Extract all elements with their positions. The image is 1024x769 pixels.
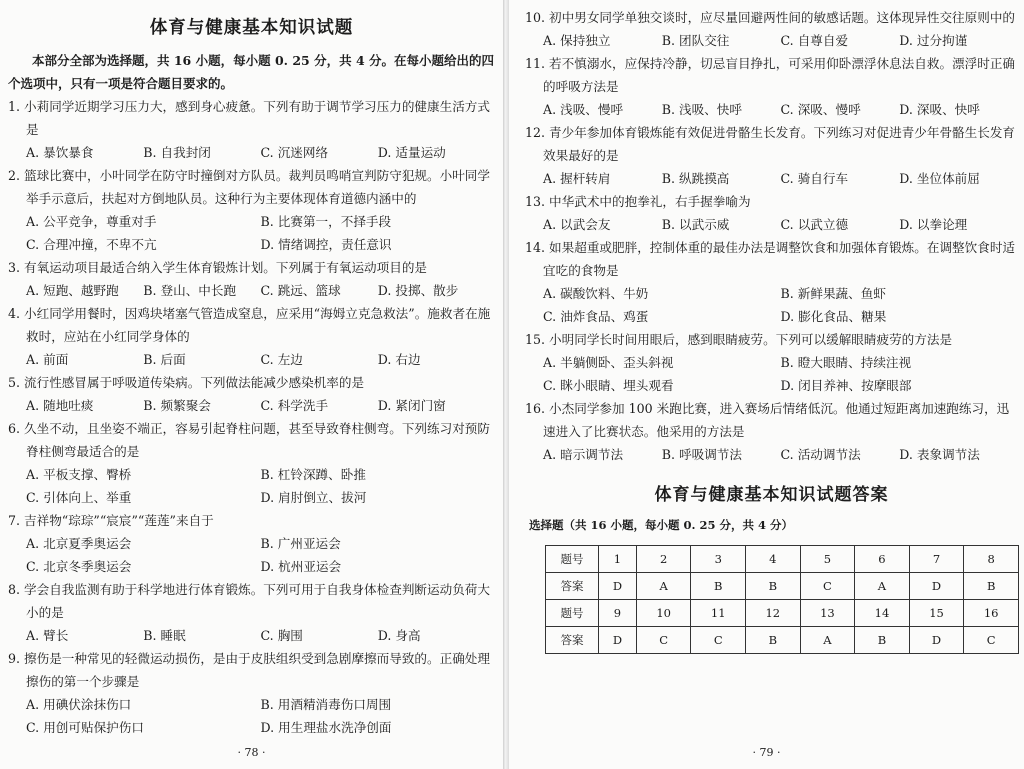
table-cell: 6 [855,546,910,573]
options-row [8,348,495,371]
options-row [8,394,495,417]
options-row [8,463,495,486]
option-c: C. 油炸食品、鸡蛋 [543,309,649,324]
options-row [8,141,495,164]
options-row [525,98,1018,121]
table-cell: D [909,573,964,600]
options-row [525,29,1018,52]
question-stem: 14. 如果超重或肥胖，控制体重的最佳办法是调整饮食和加强体育锻炼。在调整饮食时适宜吃的食物是 [525,240,1016,278]
left-page [0,0,503,769]
options-row [8,716,495,739]
row-header: 题号 [546,600,599,627]
question-stem: 15. 小明同学长时间用眼后，感到眼睛疲劳。下列可以缓解眼睛疲劳的方法是 [525,332,953,347]
page-number: · 79 · [752,746,781,759]
option-a: A. 北京夏季奥运会 [26,536,132,551]
option-d: D. 适量运动 [377,145,446,160]
option-b: B. 以武示威 [661,217,730,232]
option-d: D. 用生理盐水洗净创面 [260,720,392,735]
section-intro: 本部分全部为选择题，共 16 小题，每小题 0. 25 分，共 4 分。在每小题给出的四个选项中，只有一项是符合题目要求的。 [8,53,495,91]
question-stem: 8. 学会自我监测有助于科学地进行体育锻炼。下列可用于自我身体检查判断运动负荷大小的是 [8,582,490,620]
question-stem: 16. 小杰同学参加 100 米跑比赛，进入赛场后情绪低沉。他通过短距离加速跑练习，迅速进入了比赛状态。他采用的方法是 [525,401,1010,439]
option-d: D. 杭州亚运会 [260,559,342,574]
options-row [8,532,495,555]
question-stem: 5. 流行性感冒属于呼吸道传染病。下列做法能减少感染机率的是 [8,375,365,390]
question-8 [8,578,495,647]
option-a: A. 半躺侧卧、歪头斜视 [543,355,674,370]
question-stem: 6. 久坐不动，且坐姿不端正，容易引起脊柱问题，甚至导致脊柱侧弯。下列练习对预防脊柱侧弯最适合的是 [8,421,490,459]
option-a: A. 浅吸、慢呼 [543,102,624,117]
option-c: C. 沉迷网络 [260,145,329,160]
option-d: D. 以拳论理 [899,217,968,232]
options-row [525,374,1018,397]
option-c: C. 深吸、慢呼 [780,102,861,117]
answer-subtitle: 选择题（共 16 小题，每小题 0. 25 分，共 4 分） [529,518,794,532]
option-c: C. 合理冲撞，不卑不亢 [26,237,157,252]
option-c: C. 活动调节法 [780,447,861,462]
option-b: B. 杠铃深蹲、卧推 [260,467,366,482]
question-6 [8,417,495,509]
table-cell: 5 [800,546,855,573]
table-cell: 10 [636,600,691,627]
option-b: B. 频繁聚会 [143,398,211,413]
option-a: A. 暗示调节法 [543,447,624,462]
table-cell: A [855,573,910,600]
option-b: B. 睡眠 [143,628,186,643]
option-a: A. 前面 [26,352,69,367]
option-c: C. 眯小眼睛、埋头观看 [543,378,674,393]
option-d: D. 右边 [377,352,421,367]
page-title: 体育与健康基本知识试题 [149,18,354,38]
table-cell: 7 [909,546,964,573]
option-b: B. 比赛第一，不择手段 [260,214,392,229]
table-cell: 9 [599,600,637,627]
table-cell: 8 [964,546,1019,573]
options-row [525,213,1018,236]
question-stem: 1. 小莉同学近期学习压力大，感到身心疲惫。下列有助于调节学习压力的健康生活方式是 [8,99,490,137]
option-b: B. 登山、中长跑 [143,283,237,298]
option-b: B. 新鲜果蔬、鱼虾 [780,286,886,301]
row-header: 题号 [546,546,599,573]
question-5 [8,371,495,417]
question-10 [525,6,1018,52]
option-a: A. 公平竞争，尊重对手 [26,214,157,229]
option-c: C. 自尊自爱 [780,33,849,48]
row-header: 答案 [546,627,599,654]
option-d: D. 闭目养神、按摩眼部 [780,378,912,393]
question-stem: 3. 有氧运动项目最适合纳入学生体育锻炼计划。下列属于有氧运动项目的是 [8,260,428,275]
options-row [8,233,495,256]
option-b: B. 自我封闭 [143,145,211,160]
question-12 [525,121,1018,190]
option-c: C. 科学洗手 [260,398,329,413]
option-a: A. 保持独立 [543,33,611,48]
options-row [8,486,495,509]
options-row [525,443,1018,466]
option-c: C. 跳远、篮球 [260,283,341,298]
table-cell: 14 [855,600,910,627]
option-c: C. 引体向上、举重 [26,490,132,505]
question-1 [8,95,495,164]
option-b: B. 后面 [143,352,186,367]
table-row [546,546,1019,573]
right-page [509,0,1024,769]
options-row [525,167,1018,190]
table-cell: 16 [964,600,1019,627]
question-4 [8,302,495,371]
table-cell: C [964,627,1019,654]
option-d: D. 身高 [377,628,421,643]
option-d: D. 表象调节法 [899,447,980,462]
row-header: 答案 [546,573,599,600]
question-stem: 7. 吉祥物“琮琮”“宸宸”“莲莲”来自于 [8,513,214,528]
option-d: D. 肩肘倒立、拔河 [260,490,367,505]
option-d: D. 深吸、快呼 [899,102,980,117]
table-cell: 1 [599,546,637,573]
option-a: A. 短跑、越野跑 [26,283,119,298]
option-d: D. 膨化食品、糖果 [780,309,887,324]
option-a: A. 用碘伏涂抹伤口 [26,697,132,712]
option-a: A. 碳酸饮料、牛奶 [543,286,649,301]
table-cell: B [746,573,801,600]
table-cell: D [599,627,637,654]
options-row [525,351,1018,374]
option-b: B. 呼吸调节法 [661,447,742,462]
answer-table [545,545,1019,654]
table-cell: B [855,627,910,654]
option-b: B. 用酒精消毒伤口周围 [260,697,392,712]
question-stem: 9. 擦伤是一种常见的轻微运动损伤，是由于皮肤组织受到急剧摩擦而导致的。正确处理擦伤的第一个步骤是 [8,651,490,689]
table-cell: 4 [746,546,801,573]
answer-title: 体育与健康基本知识试题答案 [654,485,889,505]
page-number: · 78 · [237,746,266,759]
options-row [8,555,495,578]
table-cell: C [800,573,855,600]
table-cell: D [599,573,637,600]
option-a: A. 以武会友 [543,217,611,232]
question-stem: 13. 中华武术中的抱拳礼，右手握拳喻为 [525,194,751,209]
table-cell: B [691,573,746,600]
options-row [525,305,1018,328]
option-b: B. 团队交往 [661,33,730,48]
option-c: C. 胸围 [260,628,303,643]
option-d: D. 投掷、散步 [377,283,459,298]
option-a: A. 平板支撑、臀桥 [26,467,132,482]
options-row [8,624,495,647]
option-c: C. 北京冬季奥运会 [26,559,132,574]
table-cell: A [800,627,855,654]
option-c: C. 用创可贴保护伤口 [26,720,144,735]
table-cell: 11 [691,600,746,627]
option-c: C. 左边 [260,352,303,367]
table-row [546,573,1019,600]
option-a: A. 臂长 [26,628,69,643]
question-stem: 11. 若不慎溺水，应保持冷静，切忌盲目挣扎，可采用仰卧漂浮休息法自救。漂浮时正确的呼吸方法是 [525,56,1016,94]
table-row [546,600,1019,627]
question-stem: 2. 篮球比赛中，小叶同学在防守时撞倒对方队员。裁判员鸣哨宣判防守犯规。小叶同学举手示意后，扶起对方倒地队员。这种行为主要体现体育道德内涵中的 [8,168,490,206]
table-cell: 13 [800,600,855,627]
question-stem: 12. 青少年参加体育锻炼能有效促进骨骼生长发育。下列练习对促进青少年骨骼生长发育效果最好的是 [525,125,1016,163]
question-16 [525,397,1018,466]
table-cell: 2 [636,546,691,573]
option-d: D. 坐位体前屈 [899,171,980,186]
option-a: A. 暴饮暴食 [26,145,94,160]
table-cell: C [636,627,691,654]
option-b: B. 浅吸、快呼 [661,102,742,117]
table-cell: C [691,627,746,654]
question-3 [8,256,495,302]
options-row [8,693,495,716]
table-cell: 3 [691,546,746,573]
option-b: B. 纵跳摸高 [661,171,730,186]
option-c: C. 骑自行车 [780,171,849,186]
option-d: D. 过分拘谨 [899,33,968,48]
option-d: D. 情绪调控，责任意识 [260,237,392,252]
question-15 [525,328,1018,397]
question-stem: 4. 小红同学用餐时，因鸡块堵塞气管造成窒息，应采用“海姆立克急救法”。施救者在施救时，应站在小红同学身体的 [8,306,491,344]
option-b: B. 广州亚运会 [260,536,341,551]
option-a: A. 随地吐痰 [26,398,94,413]
table-cell: B [746,627,801,654]
question-2 [8,164,495,256]
table-cell: A [636,573,691,600]
table-cell: B [964,573,1019,600]
question-7 [8,509,495,578]
options-row [525,282,1018,305]
option-a: A. 握杆转肩 [543,171,611,186]
table-row [546,627,1019,654]
question-13 [525,190,1018,236]
question-stem: 10. 初中男女同学单独交谈时，应尽量回避两性间的敏感话题。这体现异性交往原则中的 [525,10,1016,25]
question-11 [525,52,1018,121]
question-14 [525,236,1018,328]
option-c: C. 以武立德 [780,217,849,232]
table-cell: 12 [746,600,801,627]
option-b: B. 瞪大眼睛、持续注视 [780,355,912,370]
table-cell: D [909,627,964,654]
option-d: D. 紧闭门窗 [377,398,446,413]
question-9 [8,647,495,739]
options-row [8,210,495,233]
options-row [8,279,495,302]
table-cell: 15 [909,600,964,627]
